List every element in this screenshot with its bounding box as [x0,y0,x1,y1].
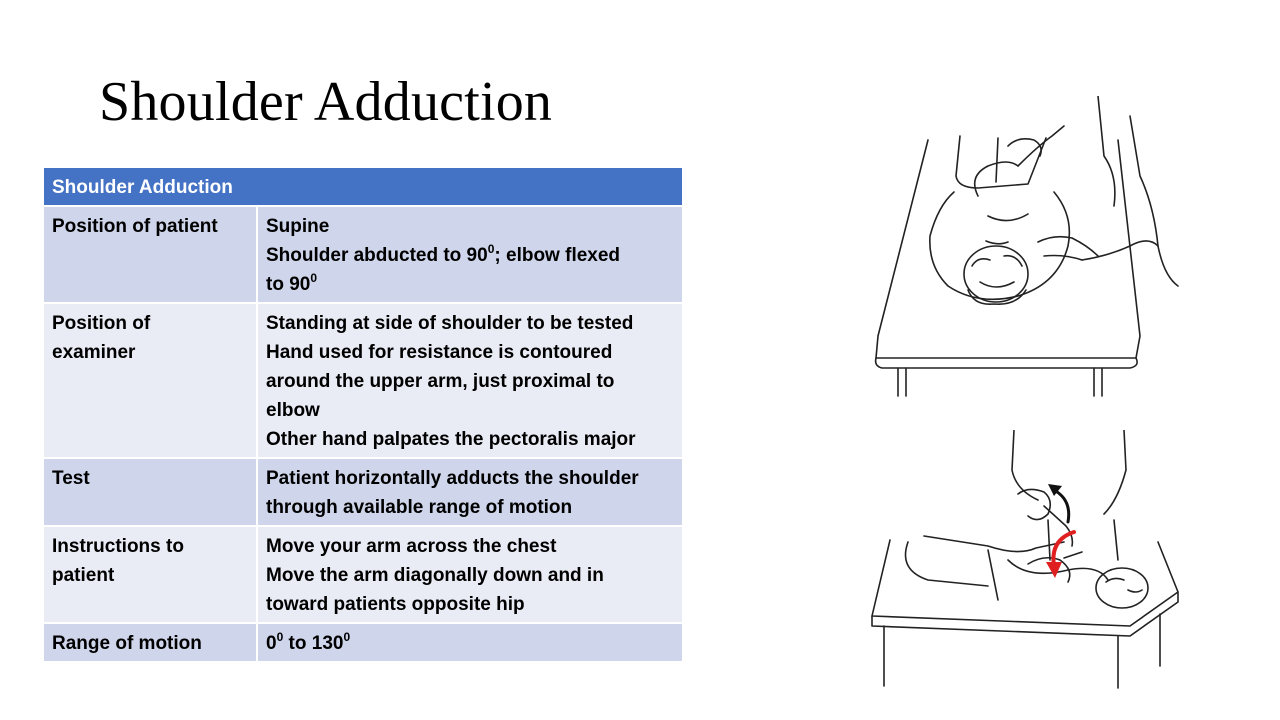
row-label: Position of patient [43,206,257,303]
rotation-arrow-icon [1048,484,1069,522]
row-value [257,303,683,458]
value-line: Patient horizontally adducts the shoulder [266,468,639,489]
info-table [42,166,684,663]
patient-supine-illustration [868,96,1188,401]
table-header-row [43,167,683,206]
value-line: Supine [266,216,330,237]
row-value [257,623,683,662]
table-row [43,303,683,458]
value-line: through available range of motion [266,497,573,518]
table-row [43,458,683,526]
value-line: around the upper arm, just proximal to [266,371,615,392]
row-value [257,526,683,623]
row-value [257,206,683,303]
table-row [43,206,683,303]
value-line: Move the arm diagonally down and in [266,565,604,586]
row-label: Position of examiner [43,303,257,458]
value-line: Standing at side of shoulder to be tested [266,313,634,334]
value-line: Shoulder abducted to $90^0$; elbow flexed [266,241,621,266]
value-line: Other hand palpates the pectoralis major [266,429,636,450]
value-line: Hand used for resistance is contoured [266,342,613,363]
slide-title: Shoulder Adduction [99,71,553,133]
row-label: Range of motion [43,623,257,662]
patient-adduction-illustration [868,430,1188,692]
value-line: elbow [266,400,320,421]
row-value [257,458,683,526]
row-label: Instructions to patient [43,526,257,623]
value-line: to $90^0$ [266,270,318,295]
value-line: toward patients opposite hip [266,594,525,615]
row-label: Test [43,458,257,526]
range-value: $0^0$ to $130^0$ [266,629,351,654]
table-row [43,623,683,662]
table-header: Shoulder Adduction [43,167,683,206]
value-line: Move your arm across the chest [266,536,557,557]
table-row [43,526,683,623]
